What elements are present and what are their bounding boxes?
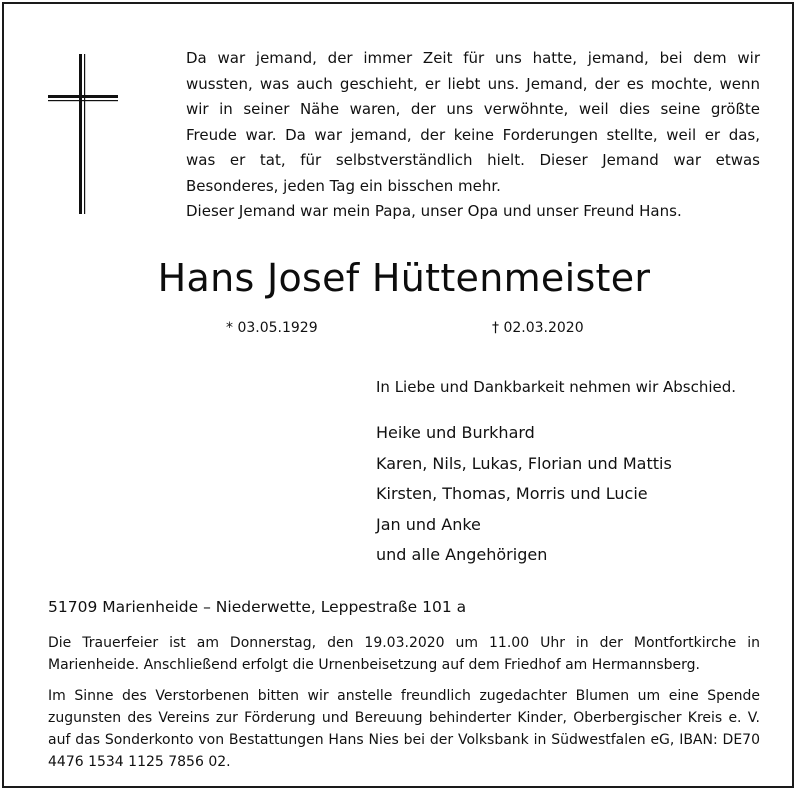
mourner-entry: Karen, Nils, Lukas, Florian und Mattis bbox=[376, 453, 672, 473]
funeral-notice: Die Trauerfeier ist am Donnerstag, den 19.03.2020 um 11.00 Uhr in der Montfortkirche in Marienheide. Anschließend erfolgt die Urnenbeisetzung auf dem Friedhof am Hermannsberg. bbox=[48, 635, 760, 673]
poem-line: Dieser Jemand war mein Papa, unser Opa und unser Freund Hans. bbox=[186, 202, 682, 220]
mourner-entry: Heike und Burkhard bbox=[376, 423, 535, 442]
family-address: 51709 Marienheide – Niederwette, Leppestraße 101 a bbox=[48, 598, 467, 616]
mourner-entry: Jan und Anke bbox=[376, 514, 481, 534]
memorial-poem bbox=[186, 46, 760, 225]
latin-cross-icon bbox=[48, 54, 118, 214]
poem-line: wussten, was auch geschieht, er liebt uns. Jemand, der es mochte, wenn bbox=[186, 74, 760, 93]
donation-notice: Im Sinne des Verstorbenen bitten wir anstelle freundlich zugedachter Blumen um eine Spende zugunsten des Vereins zur Förderung und Bereuung behinderter Kinder, Oberbergischer Kreis e. V. auf das Sonderkonto von Bestattungen Hans Nies bei der Volksbank in Südwestfalen eG, IBAN: DE70 4476 1534 1125 7856 02. bbox=[48, 688, 760, 770]
poem-line: wir in seiner Nähe waren, der uns verwöhnte, weil dies seine größte bbox=[186, 100, 760, 118]
farewell-line: In Liebe und Dankbarkeit nehmen wir Abschied. bbox=[376, 378, 737, 396]
poem-line: Da war jemand, der immer Zeit für uns hatte, jemand, bei dem wir bbox=[186, 49, 760, 67]
mourners-list bbox=[376, 418, 672, 571]
poem-line: Freude war. Da war jemand, der keine Forderungen stellte, weil er das, bbox=[186, 125, 760, 144]
deceased-name: Hans Josef Hüttenmeister bbox=[157, 256, 651, 300]
mourner-entry: Kirsten, Thomas, Morris und Lucie bbox=[376, 484, 648, 503]
poem-line: was er tat, für selbstverständlich hielt. Dieser Jemand war etwas bbox=[186, 151, 760, 169]
poem-line: Besonderes, jeden Tag ein bisschen mehr. bbox=[186, 176, 501, 195]
birth-date: * 03.05.1929 bbox=[226, 320, 318, 336]
death-date: † 02.03.2020 bbox=[492, 320, 584, 336]
obituary-frame bbox=[2, 2, 794, 788]
mourner-entry: und alle Angehörigen bbox=[376, 545, 548, 564]
